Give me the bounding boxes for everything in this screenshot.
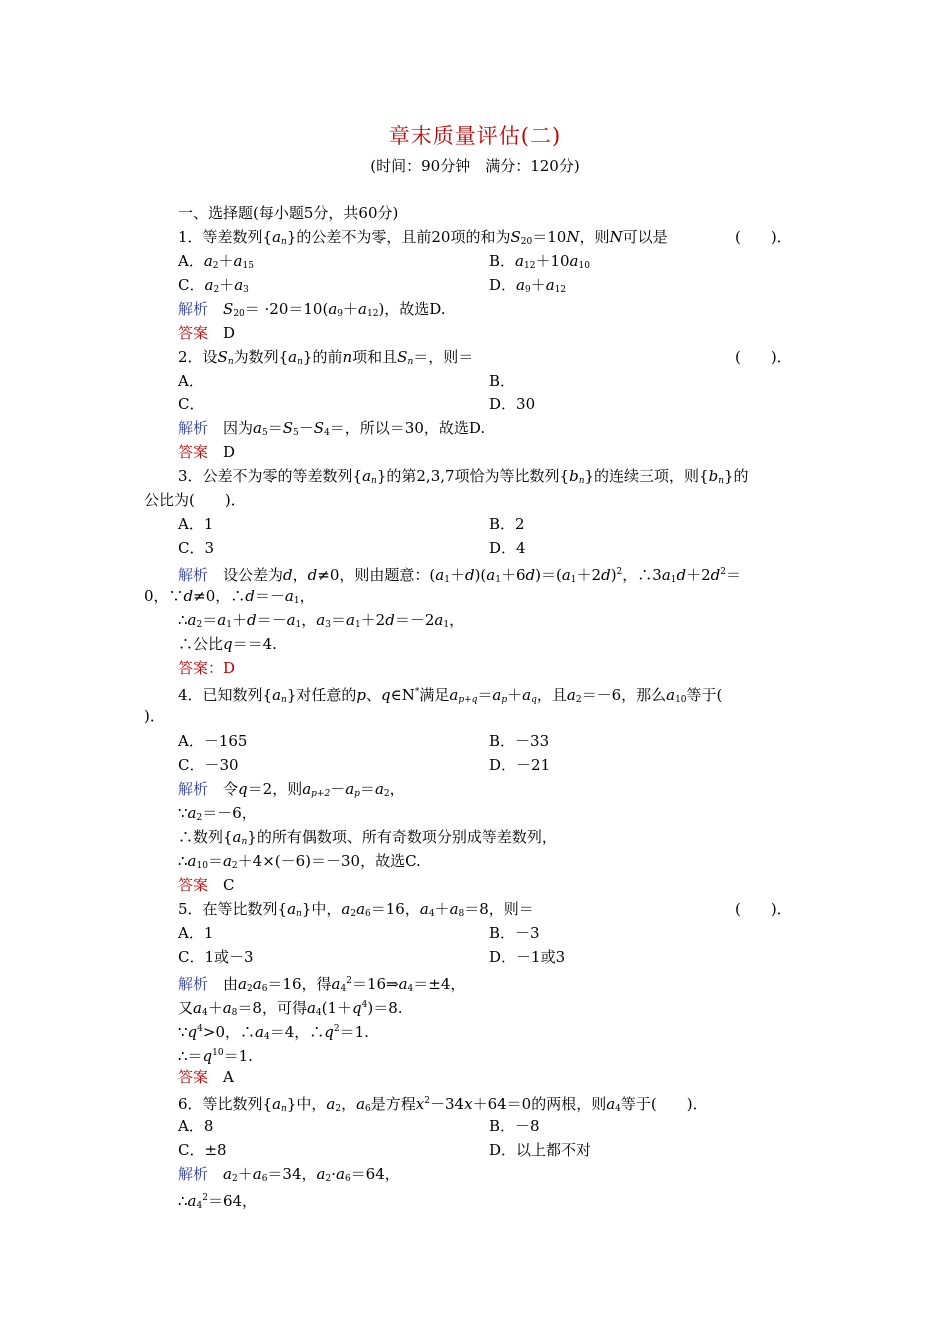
page-subtitle: (时间：90分钟 满分：120分) [370, 157, 580, 175]
q3-option-c: C．3 [178, 539, 215, 557]
q3-analysis-line2: 0，∵d≠0，$\therefore d=-a_1$， [144, 587, 315, 606]
q6-option-c: C．±8 [178, 1141, 227, 1159]
q6-stem: 6．等比数列$\{a_n\}$中，$a_2$，$a_6$是方程$x^2-34x+64=0$的两根，则$a_4$等于( )． [178, 1095, 708, 1114]
q1-option-c: C．$a_2+a_3$ [178, 276, 249, 295]
q1-option-d: D．$a_9+a_{12}$ [489, 276, 567, 295]
q4-analysis-line4: $\therefore a_{10}=a_2+4\times(-6)=-30$，故选C. [178, 852, 421, 871]
q5-option-a: A．1 [178, 924, 214, 942]
q1-stem: 1．等差数列$\{a_n\}$的公差不为零，且前20项的和为$S_{20}=10N$，则N可以是 [178, 228, 668, 247]
q5-answer: 答案 A [178, 1068, 234, 1086]
q3-analysis-line1: 解析 设公差为d，d≠0，则由题意：$(a_1+d)(a_1+6d)=(a_1+2d)^2$，$\therefore 3a_1d+2d^2=$ [178, 566, 742, 585]
q1-analysis: 解析 $S_{20}= \cdot 20=10(a_9+a_{12})$，故选D. [178, 300, 446, 319]
q3-option-d: D．4 [489, 539, 526, 557]
q3-answer: 答案：D [178, 659, 236, 677]
q4-analysis-line1: 解析 令q＝2，则$a_{p+2}-a_p=a_2$， [178, 780, 405, 799]
q1-answer: 答案 D [178, 324, 236, 342]
q5-answer-paren: ( )． [735, 900, 792, 918]
q2-option-a: A． [178, 372, 204, 390]
q1-option-b: B．$a_{12}+10a_{10}$ [489, 252, 590, 271]
q3-analysis-line4: ∴公比q＝＝4. [178, 635, 277, 653]
q3-stem-line2: 公比为( )． [144, 491, 246, 509]
q4-stem: 4．已知数列$\{a_n\}$对任意的p、q∈N*满足$a_{p+q}=a_p+a_q$，且$a_2=-6$，那么$a_{10}$等于( [178, 686, 723, 705]
q1-answer-paren: ( )． [735, 228, 792, 246]
q2-answer: 答案 D [178, 443, 236, 461]
q6-analysis-line1: 解析 $a_2+a_6=34$，$a_2\cdot a_6=64$， [178, 1165, 400, 1184]
q2-analysis: 解析 因为$a_5=S_5-S_4=$，所以＝30，故选D. [178, 419, 486, 438]
section-heading: 一、选择题(每小题5分，共60分) [178, 204, 399, 222]
q2-answer-paren: ( )． [735, 348, 792, 366]
q3-option-a: A．1 [178, 515, 214, 533]
q6-option-a: A．8 [178, 1117, 214, 1135]
q4-analysis-line3: ∴数列$\{a_n\}$的所有偶数项、所有奇数项分别成等差数列， [178, 828, 557, 847]
q5-analysis-line1: 解析 由$a_2a_6=16$，得$a_4^2=16\Rightarrow a_4=\pm 4$， [178, 975, 466, 994]
q6-option-b: B．－8 [489, 1117, 540, 1135]
q5-analysis-line3: $\because q^4>0$，$\therefore a_4=4$，$\therefore q^2=1$. [178, 1023, 369, 1042]
q6-option-d: D．以上都不对 [489, 1141, 592, 1159]
q6-analysis-line2: $\therefore a_4^2=64$， [178, 1192, 258, 1211]
q3-stem: 3．公差不为零的等差数列$\{a_n\}$的第2,3,7项恰为等比数列$\{b_n\}$的连续三项，则$\{b_n\}$的 [178, 467, 749, 486]
q4-option-a: A．－165 [178, 732, 248, 750]
q1-option-a: A．$a_2+a_{15}$ [178, 252, 254, 271]
q2-option-c: C． [178, 395, 205, 413]
q4-option-c: C．－30 [178, 756, 239, 774]
q2-option-b: B． [489, 372, 516, 390]
q5-option-c: C．1或－3 [178, 948, 254, 966]
page-title: 章末质量评估(二) [388, 124, 562, 148]
q3-option-b: B．2 [489, 515, 525, 533]
q4-answer: 答案 C [178, 876, 235, 894]
q3-analysis-line3: $\therefore a_2=a_1+d=-a_1$，$a_3=a_1+2d=-2a_1$， [178, 611, 465, 630]
q2-option-d: D．30 [489, 395, 536, 413]
q5-option-b: B．－3 [489, 924, 540, 942]
q5-option-d: D．－1或3 [489, 948, 566, 966]
q5-analysis-line4: $\therefore=q^{10}=1$. [178, 1047, 253, 1065]
q5-stem: 5．在等比数列$\{a_n\}$中，$a_2a_6=16$，$a_4+a_8=8$，则＝ [178, 900, 534, 919]
q5-analysis-line2: 又$a_4+a_8=8$，可得$a_4(1+q^4)=8$. [178, 999, 403, 1018]
q4-analysis-line2: $\because a_2=-6$， [178, 804, 257, 823]
q4-stem-line2: )． [144, 707, 165, 725]
q4-option-b: B．－33 [489, 732, 550, 750]
q2-stem: 2．设$S_n$为数列$\{a_n\}$的前n项和且$S_n=$，则＝ [178, 348, 474, 367]
q4-option-d: D．－21 [489, 756, 551, 774]
